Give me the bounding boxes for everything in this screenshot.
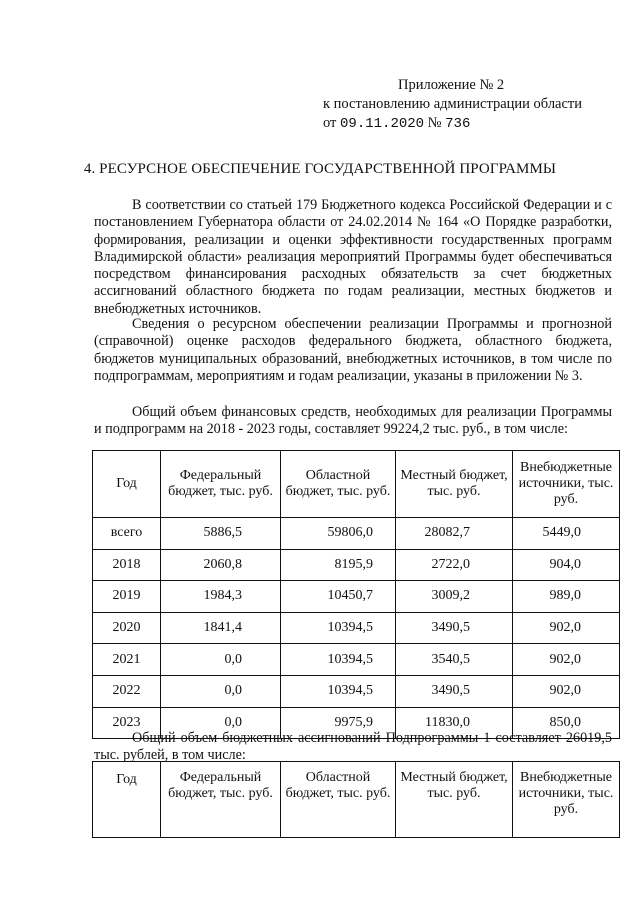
cell-local: 2722,0 (396, 549, 513, 581)
header-regional: Областной бюджет, тыс. руб. (281, 451, 396, 518)
header-federal: Федеральный бюджет, тыс. руб. (161, 762, 281, 838)
cell-extrabudgetary: 902,0 (513, 644, 620, 676)
header-extrabudgetary: Внебюджетные источники, тыс. руб. (513, 451, 620, 518)
paragraph-legal-basis: В соответствии со статьей 179 Бюджетного кодекса Российской Федерации и с постановлением Губернатора области от 24.02.2014 № 164 «О Порядке разработки, формирования, реализации и оценки эффективности государственных программ Владимирской области» реализация мероприятий Программы будет обеспечиваться посредством финансирования расходных обязательств за счет бюджетных ассигнований областного бюджета по годам реализации, местных бюджетов и внебюджетных источников. (94, 197, 612, 317)
header-year: Год (93, 762, 161, 838)
cell-federal: 1841,4 (161, 612, 281, 644)
cell-federal: 0,0 (161, 644, 281, 676)
cell-federal: 5886,5 (161, 518, 281, 550)
cell-year: 2020 (93, 612, 161, 644)
cell-regional: 10394,5 (281, 612, 396, 644)
paragraph-resource-info: Сведения о ресурсном обеспечении реализации Программы и прогнозной (справочной) оценке расходов федерального бюджета, областного бюджета, бюджетов муниципальных образований, внебюджетных источников, в том числе по подпрограммам, мероприятиям и годам реализации, указаны в приложении № 3. (94, 316, 612, 384)
funding-table-subprogram-1 (92, 761, 620, 838)
cell-regional: 8195,9 (281, 549, 396, 581)
table-row (93, 675, 620, 707)
cell-local: 28082,7 (396, 518, 513, 550)
header-local: Местный бюджет, тыс. руб. (396, 762, 513, 838)
cell-year: 2019 (93, 581, 161, 613)
cell-federal: 0,0 (161, 707, 281, 739)
appendix-decree: к постановлению администрации области (323, 96, 583, 112)
cell-extrabudgetary: 989,0 (513, 581, 620, 613)
cell-federal: 1984,3 (161, 581, 281, 613)
header-extrabudgetary: Внебюджетные источники, тыс. руб. (513, 762, 620, 838)
cell-year: 2022 (93, 675, 161, 707)
appendix-title: Приложение № 2 (398, 77, 505, 93)
cell-local: 3540,5 (396, 644, 513, 676)
header-year: Год (93, 451, 161, 518)
table-row (93, 612, 620, 644)
table-row (93, 581, 620, 613)
header-local: Местный бюджет, тыс. руб. (396, 451, 513, 518)
cell-extrabudgetary: 5449,0 (513, 518, 620, 550)
appendix-number-sign: № (427, 115, 442, 131)
cell-extrabudgetary: 902,0 (513, 675, 620, 707)
header-regional: Областной бюджет, тыс. руб. (281, 762, 396, 838)
funding-table-program (92, 450, 620, 739)
table-header-row (93, 451, 620, 518)
cell-regional: 10450,7 (281, 581, 396, 613)
table-row (93, 644, 620, 676)
cell-regional: 59806,0 (281, 518, 396, 550)
cell-extrabudgetary: 902,0 (513, 612, 620, 644)
cell-regional: 9975,9 (281, 707, 396, 739)
cell-year: всего (93, 518, 161, 550)
cell-local: 3490,5 (396, 612, 513, 644)
appendix-from: от (323, 115, 337, 131)
cell-local: 3490,5 (396, 675, 513, 707)
appendix-number: 736 (445, 116, 471, 132)
cell-regional: 10394,5 (281, 644, 396, 676)
cell-extrabudgetary: 850,0 (513, 707, 620, 739)
cell-regional: 10394,5 (281, 675, 396, 707)
cell-federal: 0,0 (161, 675, 281, 707)
cell-year: 2018 (93, 549, 161, 581)
cell-local: 3009,2 (396, 581, 513, 613)
appendix-date: 09.11.2020 (340, 116, 425, 132)
section-heading: 4. РЕСУРСНОЕ ОБЕСПЕЧЕНИЕ ГОСУДАРСТВЕННОЙ ПРОГРАММЫ (83, 161, 557, 177)
cell-local: 11830,0 (396, 707, 513, 739)
cell-extrabudgetary: 904,0 (513, 549, 620, 581)
paragraph-total-volume: Общий объем финансовых средств, необходимых для реализации Программы и подпрограмм на 2018 - 2023 годы, составляет 99224,2 тыс. руб., в том числе: (94, 404, 612, 438)
cell-year: 2021 (93, 644, 161, 676)
header-federal: Федеральный бюджет, тыс. руб. (161, 451, 281, 518)
appendix-block (323, 76, 582, 134)
cell-federal: 2060,8 (161, 549, 281, 581)
table-row (93, 518, 620, 550)
cell-year: 2023 (93, 707, 161, 739)
table-header-row (93, 762, 620, 838)
table-row (93, 549, 620, 581)
appendix-date-line (323, 114, 582, 134)
paragraph-subprogram-1: Общий объем бюджетных ассигнований Подпрограммы 1 составляет 26019,5 тыс. рублей, в том числе: (94, 730, 612, 764)
